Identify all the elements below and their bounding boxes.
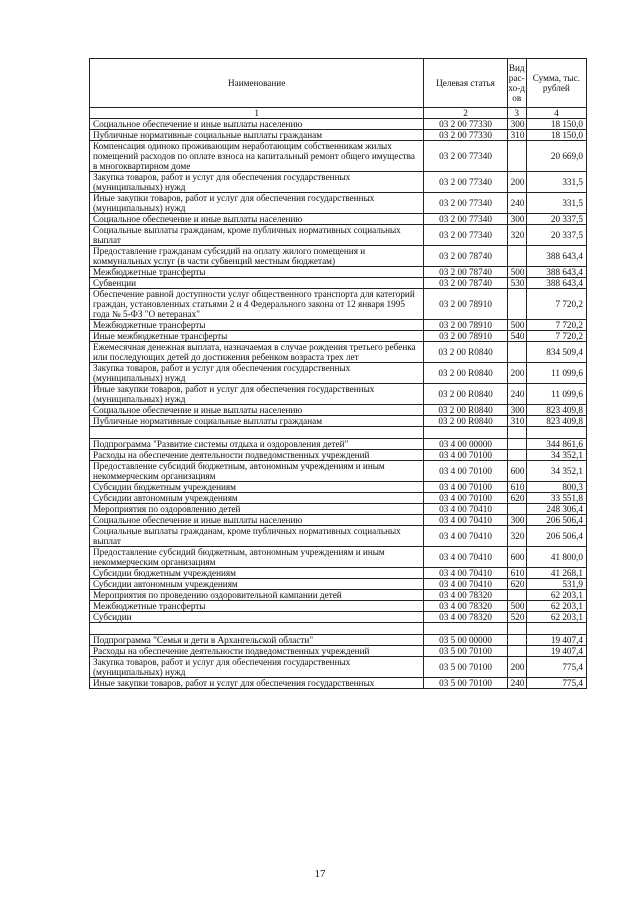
row-article: 03 4 00 70410 xyxy=(424,568,507,579)
row-article: 03 2 00 77340 xyxy=(424,193,507,214)
row-name: Обеспечение равной доступности услуг общественного транспорта для категорий граждан, установленных статьями 2 и 4 Федерального закона от 12 января 1995 года № 5-ФЗ "О ветеранах" xyxy=(90,289,424,320)
row-article: 03 4 00 78320 xyxy=(424,612,507,623)
row-expense-type: 540 xyxy=(507,331,526,342)
table-row xyxy=(90,331,587,342)
row-article: 03 5 00 70100 xyxy=(424,657,507,678)
row-amount: 388 643,4 xyxy=(526,267,586,278)
row-name: Закупка товаров, работ и услуг для обеспечения государственных (муниципальных) нужд xyxy=(90,172,424,193)
row-amount: 7 720,2 xyxy=(526,320,586,331)
table-row xyxy=(90,450,587,461)
row-name: Субсидии xyxy=(90,612,424,623)
row-name: Расходы на обеспечение деятельности подведомственных учреждений xyxy=(90,646,424,657)
row-name: Компенсация одиноко проживающим неработающим собственникам жилых помещений расходов по оплате взноса на капитальный ремонт общего имущества в многоквартирном доме xyxy=(90,141,424,172)
table-row xyxy=(90,579,587,590)
column-number: 4 xyxy=(526,108,586,119)
row-article: 03 2 00 R0840 xyxy=(424,342,507,363)
header-amount: Сумма, тыс. рублей xyxy=(526,59,586,108)
spacer-row xyxy=(90,623,587,635)
row-expense-type: 610 xyxy=(507,482,526,493)
row-article: 03 4 00 70410 xyxy=(424,504,507,515)
row-name: Социальное обеспечение и иные выплаты населению xyxy=(90,405,424,416)
row-name: Субсидии автономным учреждениям xyxy=(90,493,424,504)
row-expense-type: 500 xyxy=(507,601,526,612)
table-row xyxy=(90,320,587,331)
row-amount: 834 509,4 xyxy=(526,342,586,363)
row-amount: 18 150,0 xyxy=(526,130,586,141)
table-header-row xyxy=(90,59,587,108)
row-article: 03 2 00 78910 xyxy=(424,289,507,320)
row-name: Субсидии автономным учреждениям xyxy=(90,579,424,590)
table-row xyxy=(90,526,587,547)
row-name: Социальные выплаты гражданам, кроме публичных нормативных социальных выплат xyxy=(90,225,424,246)
row-name: Закупка товаров, работ и услуг для обеспечения государственных (муниципальных) нужд xyxy=(90,363,424,384)
row-amount: 206 506,4 xyxy=(526,515,586,526)
row-article: 03 2 00 77340 xyxy=(424,214,507,225)
row-article: 03 2 00 R0840 xyxy=(424,416,507,427)
row-name: Социальное обеспечение и иные выплаты населению xyxy=(90,119,424,130)
empty-cell xyxy=(507,427,526,439)
row-article: 03 4 00 70100 xyxy=(424,450,507,461)
empty-cell xyxy=(424,623,507,635)
table-row xyxy=(90,678,587,689)
row-name: Социальные выплаты гражданам, кроме публичных нормативных социальных выплат xyxy=(90,526,424,547)
row-expense-type: 240 xyxy=(507,678,526,689)
row-article: 03 2 00 78740 xyxy=(424,278,507,289)
row-expense-type xyxy=(507,246,526,267)
row-expense-type: 300 xyxy=(507,119,526,130)
page-number: 17 xyxy=(314,868,326,880)
row-expense-type: 310 xyxy=(507,416,526,427)
column-number: 3 xyxy=(507,108,526,119)
row-expense-type: 500 xyxy=(507,320,526,331)
row-name: Публичные нормативные социальные выплаты гражданам xyxy=(90,416,424,427)
table-row xyxy=(90,590,587,601)
row-name: Иные закупки товаров, работ и услуг для обеспечения государственных (муниципальных) нужд xyxy=(90,193,424,214)
table-row xyxy=(90,601,587,612)
spacer-row xyxy=(90,427,587,439)
row-article: 03 4 00 78320 xyxy=(424,601,507,612)
table-row xyxy=(90,130,587,141)
row-amount: 20 337,5 xyxy=(526,225,586,246)
column-number: 2 xyxy=(424,108,507,119)
row-amount: 62 203,1 xyxy=(526,601,586,612)
row-expense-type: 620 xyxy=(507,579,526,590)
row-amount: 7 720,2 xyxy=(526,289,586,320)
row-amount: 11 099,6 xyxy=(526,384,586,405)
row-expense-type: 240 xyxy=(507,193,526,214)
empty-cell xyxy=(424,427,507,439)
header-name: Наименование xyxy=(90,59,424,108)
row-amount: 62 203,1 xyxy=(526,590,586,601)
table-row xyxy=(90,482,587,493)
table-row xyxy=(90,225,587,246)
row-amount: 823 409,8 xyxy=(526,405,586,416)
table-row xyxy=(90,612,587,623)
row-expense-type: 200 xyxy=(507,363,526,384)
row-amount: 531,9 xyxy=(526,579,586,590)
empty-cell xyxy=(90,623,424,635)
row-amount: 11 099,6 xyxy=(526,363,586,384)
empty-cell xyxy=(507,623,526,635)
column-number: 1 xyxy=(90,108,424,119)
table-row xyxy=(90,493,587,504)
row-expense-type: 300 xyxy=(507,515,526,526)
row-amount: 800,3 xyxy=(526,482,586,493)
row-article: 03 4 00 70410 xyxy=(424,547,507,568)
table-row xyxy=(90,246,587,267)
row-name: Межбюджетные трансферты xyxy=(90,320,424,331)
row-expense-type: 600 xyxy=(507,461,526,482)
table-body xyxy=(90,119,587,689)
row-amount: 34 352,1 xyxy=(526,450,586,461)
row-amount: 33 551,8 xyxy=(526,493,586,504)
row-amount: 775,4 xyxy=(526,657,586,678)
table-row xyxy=(90,141,587,172)
subprogram-row xyxy=(90,439,587,450)
table-row xyxy=(90,416,587,427)
row-name: Межбюджетные трансферты xyxy=(90,601,424,612)
row-expense-type: 300 xyxy=(507,405,526,416)
row-name: Расходы на обеспечение деятельности подведомственных учреждений xyxy=(90,450,424,461)
row-article: 03 4 00 70100 xyxy=(424,482,507,493)
row-expense-type xyxy=(507,504,526,515)
row-expense-type: 200 xyxy=(507,172,526,193)
row-amount: 19 407,4 xyxy=(526,646,586,657)
row-amount: 19 407,4 xyxy=(526,635,586,646)
row-name: Предоставление субсидий бюджетным, автономным учреждениям и иным некоммерческим организациям xyxy=(90,461,424,482)
row-amount: 20 669,0 xyxy=(526,141,586,172)
row-article: 03 2 00 78910 xyxy=(424,320,507,331)
row-amount: 388 643,4 xyxy=(526,278,586,289)
row-name: Мероприятия по оздоровлению детей xyxy=(90,504,424,515)
row-article: 03 2 00 78910 xyxy=(424,331,507,342)
column-number-row xyxy=(90,108,587,119)
row-name: Иные межбюджетные трансферты xyxy=(90,331,424,342)
row-name: Ежемесячная денежная выплата, назначаемая в случае рождения третьего ребенка или последующих детей до достижения ребенком возраста трех лет xyxy=(90,342,424,363)
row-name: Субсидии бюджетным учреждениям xyxy=(90,568,424,579)
row-name: Субсидии бюджетным учреждениям xyxy=(90,482,424,493)
row-amount: 41 800,0 xyxy=(526,547,586,568)
row-article: 03 2 00 R0840 xyxy=(424,384,507,405)
row-amount: 344 861,6 xyxy=(526,439,586,450)
table-row xyxy=(90,515,587,526)
row-amount: 7 720,2 xyxy=(526,331,586,342)
row-amount: 41 268,1 xyxy=(526,568,586,579)
empty-cell xyxy=(90,427,424,439)
row-expense-type: 300 xyxy=(507,214,526,225)
row-amount: 388 643,4 xyxy=(526,246,586,267)
row-article: 03 2 00 78740 xyxy=(424,267,507,278)
row-article: 03 2 00 78740 xyxy=(424,246,507,267)
row-article: 03 4 00 70410 xyxy=(424,526,507,547)
row-name: Социальное обеспечение и иные выплаты населению xyxy=(90,214,424,225)
row-article: 03 2 00 R0840 xyxy=(424,405,507,416)
row-name: Подпрограмма "Развитие системы отдыха и оздоровления детей" xyxy=(90,439,424,450)
table-row xyxy=(90,267,587,278)
table-row xyxy=(90,214,587,225)
row-expense-type: 520 xyxy=(507,612,526,623)
row-expense-type: 240 xyxy=(507,384,526,405)
row-expense-type xyxy=(507,450,526,461)
row-expense-type xyxy=(507,439,526,450)
table-row xyxy=(90,193,587,214)
budget-table xyxy=(89,58,587,689)
row-expense-type xyxy=(507,342,526,363)
row-amount: 331,5 xyxy=(526,172,586,193)
row-name: Субвенции xyxy=(90,278,424,289)
row-name: Межбюджетные трансферты xyxy=(90,267,424,278)
row-amount: 62 203,1 xyxy=(526,612,586,623)
row-article: 03 4 00 00000 xyxy=(424,439,507,450)
row-article: 03 2 00 77330 xyxy=(424,119,507,130)
row-expense-type: 320 xyxy=(507,225,526,246)
table-row xyxy=(90,172,587,193)
row-name: Мероприятия по проведению оздоровительной кампании детей xyxy=(90,590,424,601)
row-expense-type: 610 xyxy=(507,568,526,579)
row-amount: 206 506,4 xyxy=(526,526,586,547)
empty-cell xyxy=(526,623,586,635)
row-name: Иные закупки товаров, работ и услуг для обеспечения государственных (муниципальных) нужд xyxy=(90,384,424,405)
row-name: Закупка товаров, работ и услуг для обеспечения государственных (муниципальных) нужд xyxy=(90,657,424,678)
table-row xyxy=(90,119,587,130)
row-article: 03 2 00 77340 xyxy=(424,172,507,193)
table-row xyxy=(90,405,587,416)
row-amount: 775,4 xyxy=(526,678,586,689)
row-amount: 34 352,1 xyxy=(526,461,586,482)
row-article: 03 5 00 70100 xyxy=(424,646,507,657)
header-article: Целевая статья xyxy=(424,59,507,108)
table-row xyxy=(90,568,587,579)
subprogram-row xyxy=(90,635,587,646)
row-article: 03 4 00 70100 xyxy=(424,461,507,482)
row-amount: 20 337,5 xyxy=(526,214,586,225)
table-row xyxy=(90,278,587,289)
table-row xyxy=(90,657,587,678)
row-expense-type: 600 xyxy=(507,547,526,568)
table-row xyxy=(90,461,587,482)
row-name: Иные закупки товаров, работ и услуг для обеспечения государственных xyxy=(90,678,424,689)
row-name: Предоставление гражданам субсидий на оплату жилого помещения и коммунальных услуг (в части субвенций местным бюджетам) xyxy=(90,246,424,267)
row-article: 03 4 00 78320 xyxy=(424,590,507,601)
table-row xyxy=(90,289,587,320)
row-expense-type: 500 xyxy=(507,267,526,278)
row-expense-type xyxy=(507,590,526,601)
row-expense-type: 310 xyxy=(507,130,526,141)
row-article: 03 4 00 70100 xyxy=(424,493,507,504)
row-article: 03 2 00 77340 xyxy=(424,225,507,246)
row-expense-type: 620 xyxy=(507,493,526,504)
row-amount: 18 150,0 xyxy=(526,119,586,130)
row-name: Предоставление субсидий бюджетным, автономным учреждениям и иным некоммерческим организациям xyxy=(90,547,424,568)
table-row xyxy=(90,646,587,657)
row-article: 03 2 00 77340 xyxy=(424,141,507,172)
table-row xyxy=(90,363,587,384)
row-expense-type xyxy=(507,289,526,320)
row-expense-type: 320 xyxy=(507,526,526,547)
row-amount: 331,5 xyxy=(526,193,586,214)
row-article: 03 5 00 70100 xyxy=(424,678,507,689)
row-expense-type xyxy=(507,141,526,172)
table-row xyxy=(90,504,587,515)
row-name: Социальное обеспечение и иные выплаты населению xyxy=(90,515,424,526)
row-article: 03 5 00 00000 xyxy=(424,635,507,646)
empty-cell xyxy=(526,427,586,439)
row-amount: 823 409,8 xyxy=(526,416,586,427)
row-article: 03 2 00 R0840 xyxy=(424,363,507,384)
row-name: Подпрограмма "Семья и дети в Архангельской области" xyxy=(90,635,424,646)
row-amount: 248 306,4 xyxy=(526,504,586,515)
header-expense-type: Вид рас-хо-дов xyxy=(507,59,526,108)
row-article: 03 2 00 77330 xyxy=(424,130,507,141)
row-expense-type xyxy=(507,635,526,646)
row-article: 03 4 00 70410 xyxy=(424,515,507,526)
row-article: 03 4 00 70410 xyxy=(424,579,507,590)
row-expense-type xyxy=(507,646,526,657)
table-row xyxy=(90,547,587,568)
row-name: Публичные нормативные социальные выплаты гражданам xyxy=(90,130,424,141)
table-row xyxy=(90,342,587,363)
row-expense-type: 200 xyxy=(507,657,526,678)
row-expense-type: 530 xyxy=(507,278,526,289)
table-row xyxy=(90,384,587,405)
